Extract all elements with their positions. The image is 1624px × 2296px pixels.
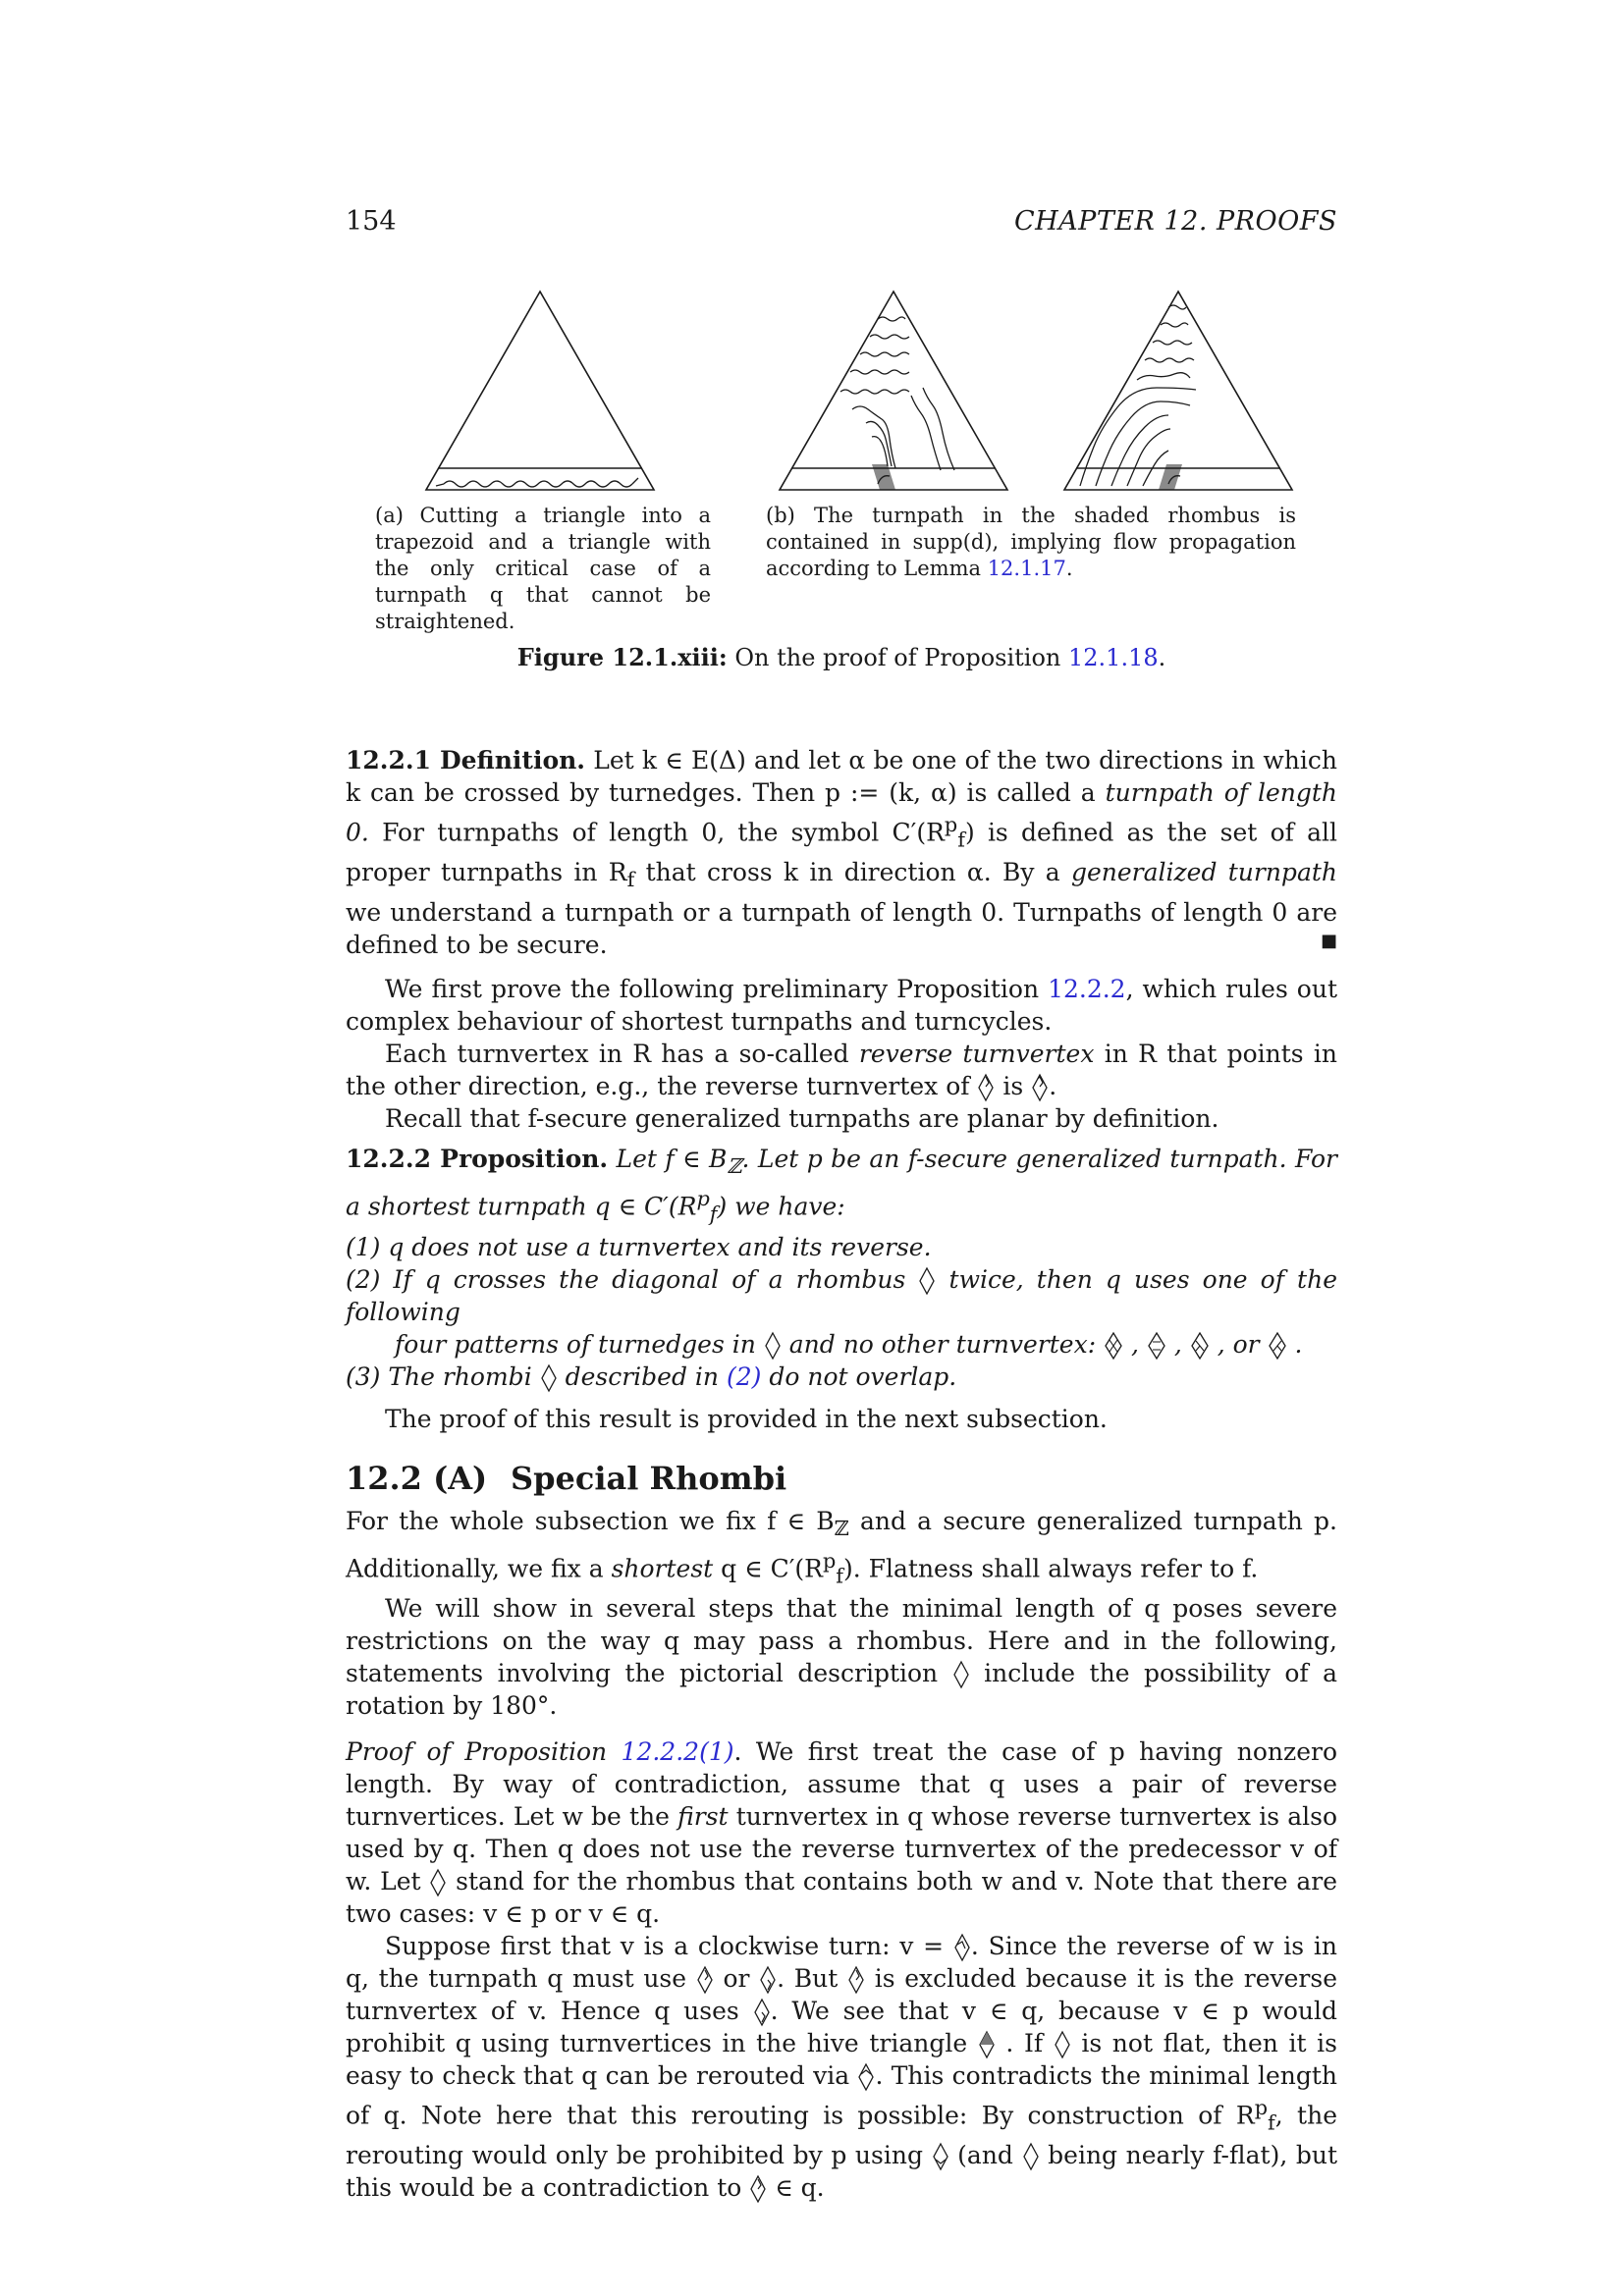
definition-text-5: we understand a turnpath or a turnpath of length 0. Turnpaths of length 0 are defined to be secure. (346, 898, 1337, 960)
rhombus-icon-5 (429, 1868, 447, 1897)
sup-p-2: p (696, 1187, 710, 1211)
figure-caption (346, 643, 1337, 671)
item3-end: do not overlap. (761, 1362, 957, 1391)
intro-text-2-end: . (1049, 1072, 1057, 1101)
proof-text-2f: . If (995, 2028, 1054, 2057)
intro-text-2: Each turnvertex in R has a so-called (385, 1040, 859, 1069)
proof-text-1c: stand for the rhombus that contains both w and v. Note that there are two cases: v ∈ p or v ∈ q. (346, 1866, 1337, 1928)
figure-caption-end: . (1158, 644, 1166, 671)
rhombus-icon-6 (1054, 2030, 1071, 2059)
lemma-link[interactable]: 12.1.17 (987, 557, 1066, 580)
proof-text-2b: . Since the reverse of w is in q, the turnpath q must use (346, 1931, 1337, 1993)
proposition-text-2: . Let p be an f-secure generalized turnpath. For a shortest turnpath q ∈ C′(R (346, 1145, 1337, 1221)
proposition-item-1: (1) q does not use a turnvertex and its reverse. (346, 1232, 932, 1261)
item3-mid: described in (557, 1362, 727, 1391)
intro-text-2-mid: in R that points in the other direction, e.g., the reverse turnvertex of (346, 1040, 1337, 1101)
figure-a-diagram (422, 290, 658, 496)
turnvertex-icon-5 (932, 2142, 949, 2171)
proof-text-1b: turnvertex in q whose reverse turnvertex is also used by q. Then q does not use the reverse turnvertex of the predecessor v of w. Let (346, 1801, 1338, 1896)
proof-label-end: . (733, 1736, 742, 1766)
section-text-2-end: include the possibility of a rotation by 180°. (346, 1658, 1337, 1720)
rhombus-icon-7 (1022, 2142, 1040, 2171)
figure-caption-b-end: . (1065, 557, 1073, 580)
sub-f: f (957, 828, 965, 852)
running-header: CHAPTER 12. PROOFS (1013, 206, 1337, 237)
proof-text-2k: being nearly f-flat), but this would be a contradiction to (346, 2141, 1338, 2203)
proposition-block (346, 1143, 1337, 1230)
after-proposition-text: The proof of this result is provided in the next subsection. (385, 1404, 1108, 1433)
proof-term-first: first (677, 1801, 729, 1831)
turnvertex-icon-4 (753, 1998, 771, 2027)
proof-text-2l: ∈ q. (767, 2173, 825, 2203)
sub-f-3: f (709, 1201, 718, 1226)
definition-text-2: For turnpaths of length 0, the symbol C′(R (368, 818, 945, 847)
proposition-link-2[interactable]: 12.2.2 (1048, 975, 1126, 1004)
pattern-sep-1: , (1123, 1329, 1147, 1359)
proof-text-2e: . We see that v ∈ q, because v ∈ p would prohibit q using turnvertices in the hive triangle (346, 1996, 1337, 2057)
item2-text: (2) If q crosses the diagonal of a rhombus (346, 1264, 919, 1294)
turnvertex-icon-3 (847, 1965, 865, 1995)
proof-text-2c: . But (777, 1963, 848, 1993)
pattern-or: , or (1209, 1329, 1268, 1359)
intro-text-is: is (995, 1072, 1032, 1101)
rhombus-icon (918, 1266, 936, 1296)
proposition-title: 12.2.2 Proposition. (346, 1145, 609, 1174)
proof-text-2g: is not flat, then it is easy to check that q can be rerouted via (346, 2028, 1337, 2090)
figure-caption-b-text: (b) The turnpath in the shaded rhombus is contained in supp(d), implying flow propagation according to Lemma (766, 504, 1296, 580)
page-number: 154 (346, 206, 397, 237)
section-text-1: For the whole subsection we fix f ∈ B (346, 1506, 835, 1535)
main-text (346, 744, 1337, 2204)
rhombus-icon-2 (764, 1331, 782, 1361)
reroute-icon (857, 2062, 875, 2092)
clockwise-turn-icon (953, 1933, 971, 1962)
figure-label: Figure 12.1.xiii: (516, 643, 728, 671)
pattern-3-icon (1190, 1331, 1210, 1361)
rhombus-turn-icon (977, 1073, 995, 1102)
pattern-2-icon (1147, 1331, 1166, 1361)
intro-paragraph-2 (346, 1038, 1337, 1102)
figure-b-diagram-left (776, 290, 1011, 496)
rhombus-icon-4 (952, 1660, 970, 1689)
proof-link[interactable]: 12.2.2(1) (621, 1736, 734, 1766)
proof-or: or (713, 1963, 760, 1993)
intro-term: reverse turnvertex (858, 1040, 1095, 1069)
proof-text-2j: (and (948, 2141, 1022, 2170)
figure-caption-text: On the proof of Proposition (727, 644, 1068, 671)
proof-label: Proof of Proposition (346, 1736, 622, 1766)
proof-paragraph-2 (346, 1930, 1337, 2204)
turnvertex-icon-1 (696, 1965, 714, 1995)
proof-paragraph-1 (346, 1735, 1337, 1930)
sub-f-2: f (626, 868, 635, 892)
hive-triangle-icon (978, 2030, 996, 2059)
section-paragraph-2 (346, 1592, 1337, 1722)
sub-f-4: f (836, 1563, 844, 1587)
section-title: Special Rhombi (511, 1459, 787, 1497)
section-paragraph-1 (346, 1505, 1337, 1592)
proposition-text-1: Let f ∈ B (608, 1145, 728, 1174)
figure-caption-b (766, 503, 1296, 582)
section-text-1c: q ∈ C′(R (713, 1553, 823, 1582)
section-text-1b: and a secure generalized turnpath p. Additionally, we fix a (346, 1506, 1337, 1582)
sup-p: p (944, 813, 958, 836)
item2-cont-text: four patterns of turnedges in (395, 1329, 764, 1359)
intro-text-1: We first prove the following preliminary Proposition (385, 975, 1049, 1004)
pattern-end: . (1286, 1329, 1303, 1359)
sub-z-2: ℤ (834, 1516, 849, 1540)
definition-text-3: ) is defined as the set of all proper turnpaths in R (346, 818, 1337, 887)
definition-title: 12.2.1 Definition. (346, 746, 586, 774)
item3-text: (3) The rhombi (346, 1362, 540, 1391)
section-text-1d: ). Flatness shall always refer to f. (843, 1553, 1259, 1582)
sub-z: ℤ (727, 1154, 742, 1179)
definition-block (346, 744, 1337, 961)
item-2-link[interactable]: (2) (726, 1362, 762, 1391)
proof-text-1a: We first treat the case of p having nonzero length. By way of contradiction, assume that q uses a pair of reverse turnvertices. Let w be the (346, 1736, 1338, 1831)
section-text-2: We will show in several steps that the minimal length of q poses severe restrictions on the way q may pass a rhombus. Here and in the following, statements involving the pictorial description (346, 1593, 1337, 1687)
sub-f-5: f (1268, 2110, 1275, 2135)
intro-text-1-end: , which rules out complex behaviour of shortest turnpaths and turncycles. (346, 975, 1337, 1037)
proposition-text-3: ) we have: (717, 1192, 845, 1221)
definition-term-2: generalized turnpath (1070, 858, 1337, 887)
rhombus-reverse-turn-icon (1031, 1073, 1049, 1102)
pattern-1-icon (1104, 1331, 1123, 1361)
intro-paragraph-1 (346, 973, 1337, 1038)
item2-cont-mid: and no other turnvertex: (781, 1329, 1105, 1359)
proposition-item-2 (346, 1263, 1337, 1328)
proof-text-2h: . This contradicts the minimal length of q. Note here that this rerouting is possible: By construction of R (346, 2060, 1337, 2130)
proposition-item-3 (346, 1361, 1337, 1393)
definition-text: Let k ∈ E(Δ) and let α be one of the two directions in which k can be crossed by turnedges. Then p := (k, α) is called a (346, 746, 1337, 807)
section-heading (346, 1459, 1337, 1497)
figure-caption-a: (a) Cutting a triangle into a trapezoid and a triangle with the only critical case of a turnpath q that cannot be straightened. (375, 504, 711, 633)
proof-text-2i: , the rerouting would only be prohibited by p using (346, 2101, 1337, 2170)
pattern-sep-2: , (1165, 1329, 1190, 1359)
proof-text-2d: is excluded because it is the reverse turnvertex of v. Hence q uses (346, 1963, 1337, 2025)
qed-symbol: ■ (1320, 931, 1337, 952)
pattern-4-icon (1268, 1331, 1287, 1361)
item2-text-end: twice, then q uses one of the following (346, 1264, 1337, 1326)
section-term-shortest: shortest (611, 1553, 714, 1582)
section-number: 12.2 (A) (346, 1459, 488, 1497)
proposition-link[interactable]: 12.1.18 (1068, 644, 1159, 671)
sup-p-3: p (822, 1548, 837, 1573)
proof-text-2a: Suppose first that v is a clockwise turn: v = (385, 1931, 953, 1960)
proposition-item-2-continued (346, 1328, 1337, 1361)
intro-paragraph-3: Recall that f-secure generalized turnpaths are planar by definition. (385, 1104, 1219, 1134)
definition-text-4: that cross k in direction α. By a (634, 858, 1071, 887)
turnvertex-icon-2 (759, 1965, 777, 1995)
rhombus-icon-3 (540, 1363, 558, 1393)
sup-p-4: p (1254, 2095, 1269, 2119)
turnvertex-icon-6 (749, 2174, 767, 2204)
figure-b-diagram-right (1060, 290, 1296, 496)
definition-term-1: turnpath of length 0. (346, 778, 1338, 847)
